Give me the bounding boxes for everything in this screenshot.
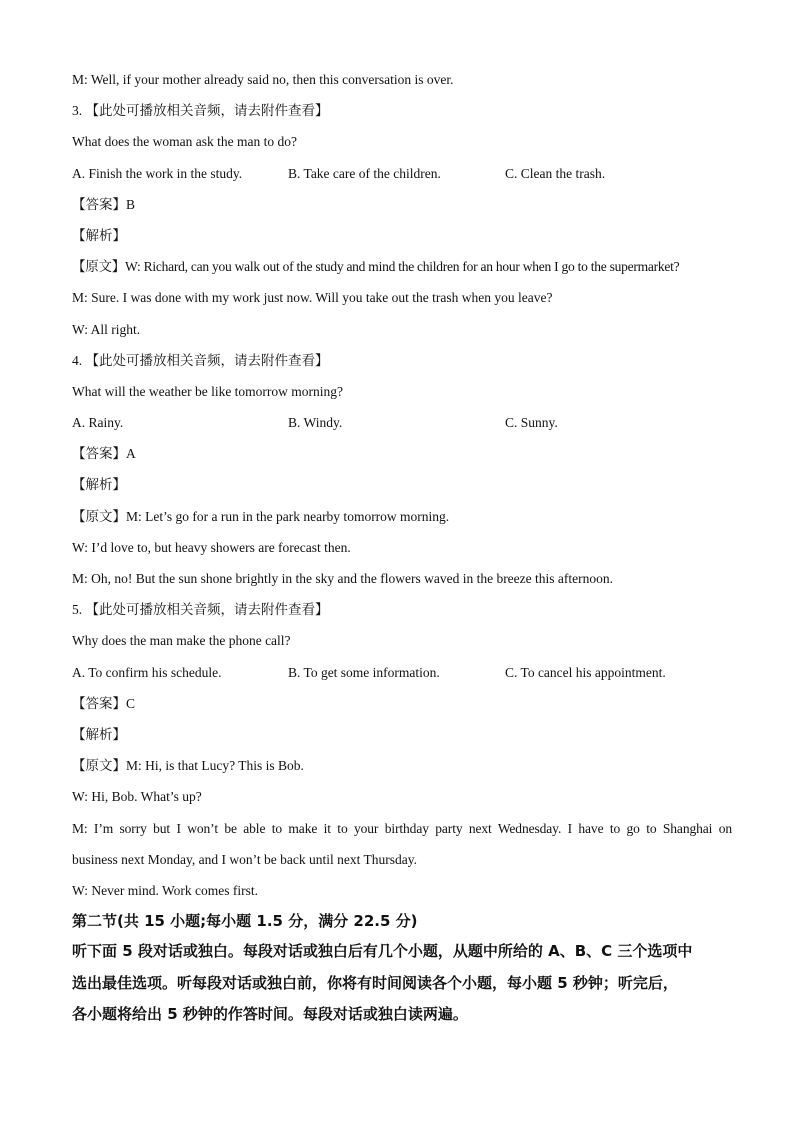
transcript-line: 【原文】W: Richard, can you walk out of the study and mind the children for an hour when I go to the supermarket? xyxy=(72,259,680,275)
option-a: A. Rainy. xyxy=(72,415,124,431)
question-prompt-q3: What does the woman ask the man to do? xyxy=(72,134,297,150)
audio-label-q4: 4. 【此处可播放相关音频，请去附件查看】 xyxy=(72,352,329,368)
transcript-line: M: Well, if your mother already said no, then this conversation is over. xyxy=(72,72,454,87)
analysis-label-q4: 【解析】 xyxy=(72,477,126,493)
option-c: C. To cancel his appointment. xyxy=(505,664,666,680)
question-prompt-q4: What will the weather be like tomorrow morning? xyxy=(72,383,344,399)
transcript-line: 【原文】M: Hi, is that Lucy? This is Bob. xyxy=(72,758,304,774)
transcript-line: W: Never mind. Work comes first. xyxy=(72,882,258,898)
section-instructions-line: 选出最佳选项。听每段对话或独白前，你将有时间阅读各个小题，每小题 5 秒钟；听完后， xyxy=(72,973,678,992)
option-c: C. Sunny. xyxy=(505,415,558,431)
audio-label-q5: 5. 【此处可播放相关音频，请去附件查看】 xyxy=(72,602,329,618)
section-instructions-line: 听下面 5 段对话或独白。每段对话或独白后有几个小题，从题中所给的 A、B、C 三个选项中 xyxy=(72,942,693,961)
audio-label-q3: 3. 【此处可播放相关音频，请去附件查看】 xyxy=(72,103,329,119)
transcript-line: business next Monday, and I won’t be back until next Thursday. xyxy=(72,851,417,867)
transcript-line: 【原文】M: Let’s go for a run in the park nearby tomorrow morning. xyxy=(72,508,450,524)
options-q4 xyxy=(72,407,732,438)
transcript-line: M: Oh, no! But the sun shone brightly in the sky and the flowers waved in the breeze this afternoon. xyxy=(72,571,614,586)
transcript-line: W: I’d love to, but heavy showers are forecast then. xyxy=(72,539,351,555)
answer-q5: 【答案】C xyxy=(72,695,136,711)
section-title: 第二节(共 15 小题;每小题 1.5 分，满分 22.5 分) xyxy=(72,912,418,931)
option-b: B. Windy. xyxy=(288,415,343,431)
analysis-label-q3: 【解析】 xyxy=(72,227,126,243)
transcript-line: W: All right. xyxy=(72,321,141,337)
transcript-line: M: Sure. I was done with my work just now. Will you take out the trash when you leave? xyxy=(72,290,553,306)
document-page xyxy=(72,64,732,1031)
options-q3 xyxy=(72,158,732,189)
section-instructions-line: 各小题将给出 5 秒钟的作答时间。每段对话或独白读两遍。 xyxy=(72,1005,468,1024)
answer-q4: 【答案】A xyxy=(72,446,136,462)
analysis-label-q5: 【解析】 xyxy=(72,726,126,742)
question-prompt-q5: Why does the man make the phone call? xyxy=(72,633,291,649)
option-c: C. Clean the trash. xyxy=(505,165,606,181)
option-b: B. Take care of the children. xyxy=(288,165,441,181)
option-a: A. Finish the work in the study. xyxy=(72,165,243,181)
transcript-line: M: I’m sorry but I won’t be able to make it to your birthday party next Wednesday. I have to go to Shanghai on xyxy=(72,820,732,836)
transcript-line: W: Hi, Bob. What’s up? xyxy=(72,789,202,805)
answer-q3: 【答案】B xyxy=(72,196,136,212)
options-q5 xyxy=(72,657,732,688)
option-b: B. To get some information. xyxy=(288,664,440,680)
option-a: A. To confirm his schedule. xyxy=(72,664,222,680)
